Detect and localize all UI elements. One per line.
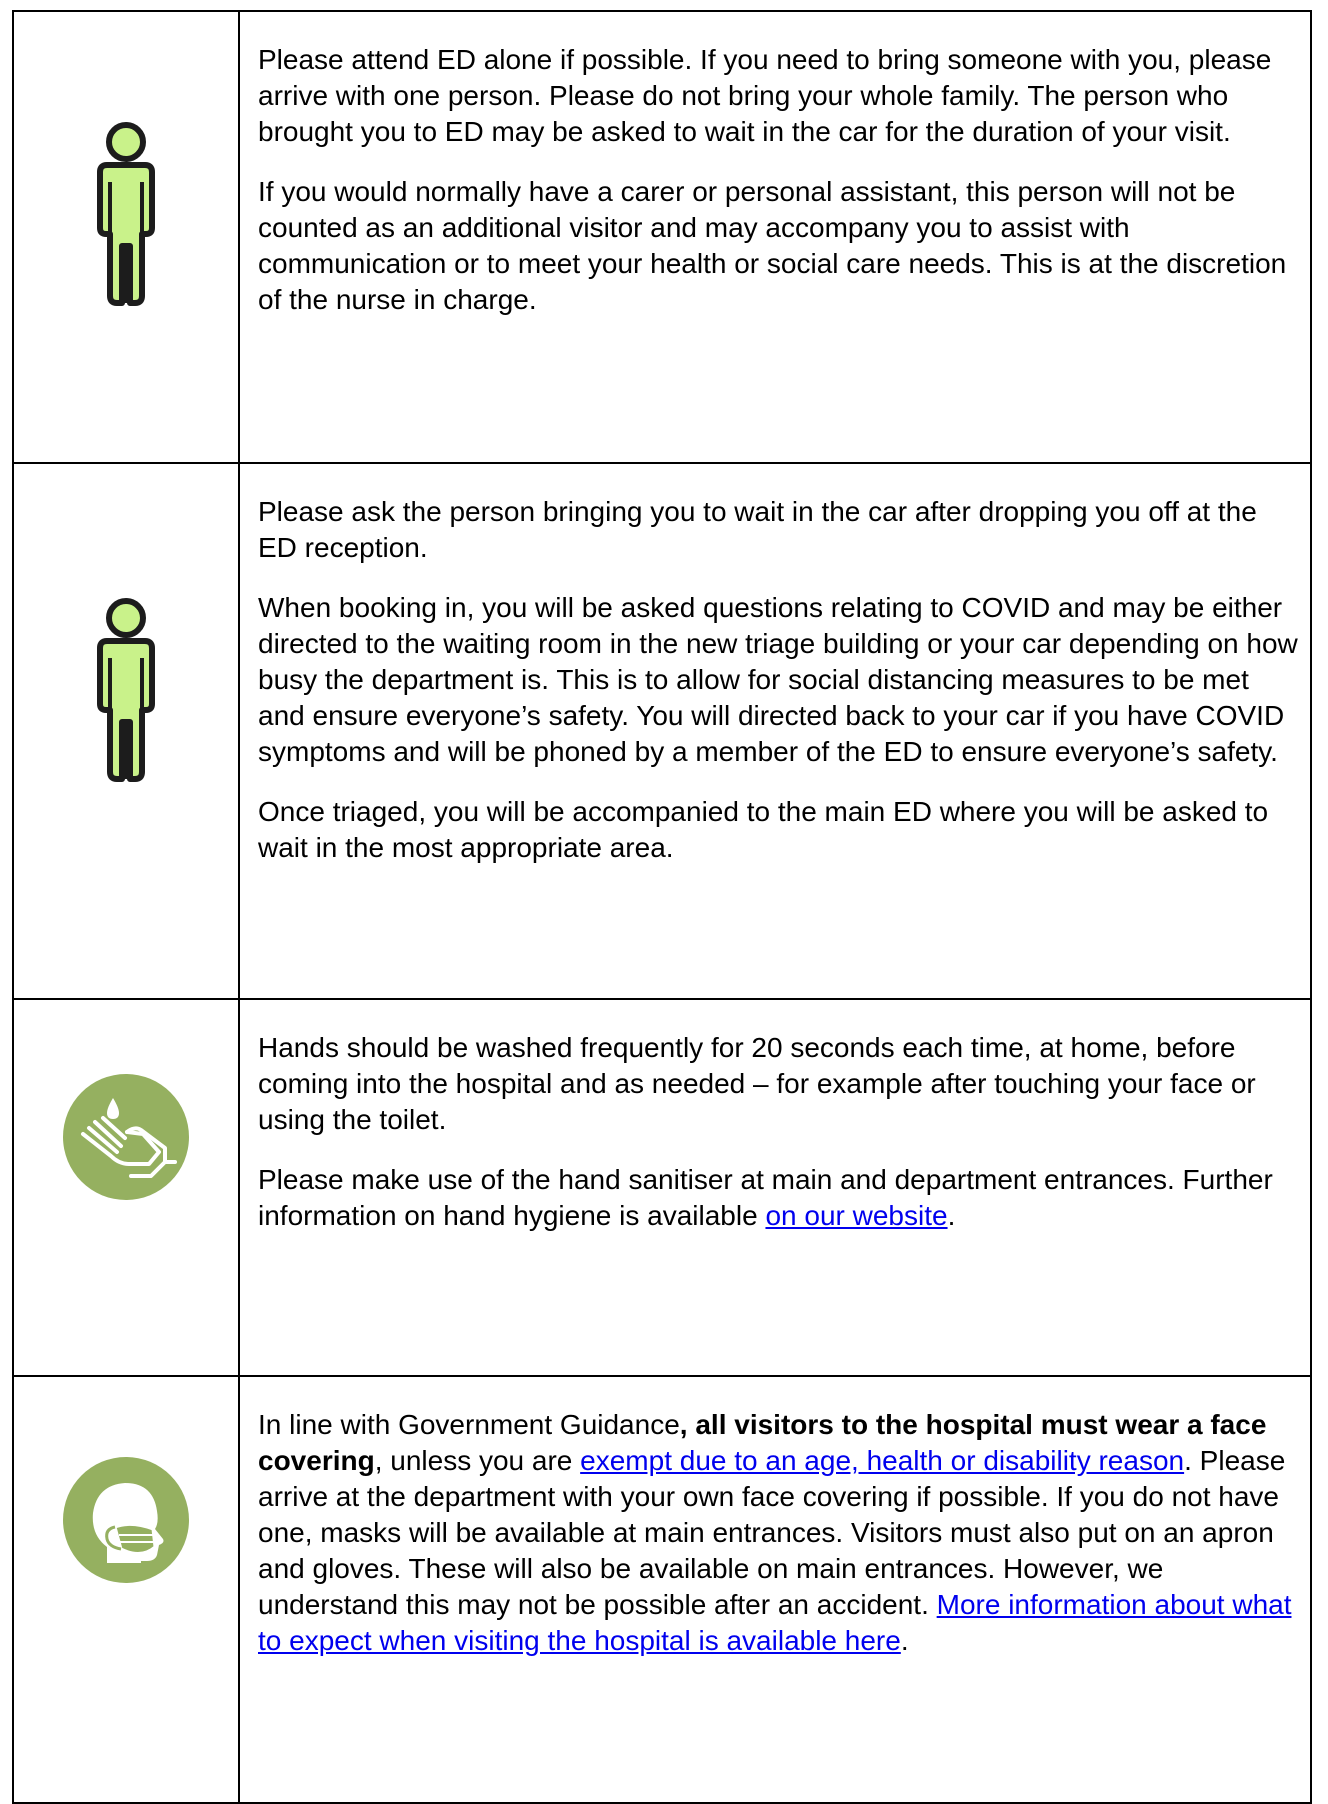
person-icon: [86, 596, 166, 786]
paragraph-text: In line with Government Guidance: [258, 1409, 680, 1440]
website-link[interactable]: on our website: [765, 1200, 948, 1231]
person-icon: [86, 120, 166, 310]
paragraph-text: Please make use of the hand sanitiser at main and department entrances. Further information on hand hygiene is available: [258, 1164, 1273, 1231]
paragraph: Please attend ED alone if possible. If you need to bring someone with you, please arrive with one person. Please do not bring your whole family. The person who brought you to ED may be asked to wait in the car for the duration of your visit.: [258, 44, 1272, 147]
paragraph: Once triaged, you will be accompanied to the main ED where you will be asked to wait in the most appropriate area.: [258, 796, 1269, 863]
icon-cell: [13, 1376, 239, 1803]
icon-cell: [13, 999, 239, 1376]
icon-cell: [13, 463, 239, 999]
paragraph: If you would normally have a carer or personal assistant, this person will not be counted as an additional visitor and may accompany you to assist with communication or to meet your health or social care needs. This is at the discretion of the nurse in charge.: [258, 176, 1287, 315]
paragraph-text: .: [947, 1200, 956, 1231]
guidance-row: [13, 1376, 1311, 1803]
guidance-row: [13, 11, 1311, 463]
paragraph-text: .: [900, 1625, 909, 1656]
paragraph: [258, 1407, 1300, 1659]
paragraph-text: , unless you are: [374, 1445, 581, 1476]
icon-cell: [13, 11, 239, 463]
hand-washing-icon: [61, 1072, 191, 1202]
text-cell: [239, 463, 1311, 999]
text-cell: [239, 11, 1311, 463]
paragraph-text: . Please arrive at the department with your own face covering if possible. If you do not have one, masks will be available at main entrances. Visitors must also put on an apron and gloves. These will also be available on main entrances. However, we understand this may not be possible after an accident.: [258, 1445, 1286, 1620]
exemption-link[interactable]: exempt due to an age, health or disability reason: [580, 1445, 1185, 1476]
guidance-row: [13, 463, 1311, 999]
paragraph: [258, 1162, 1300, 1234]
face-mask-icon: [61, 1455, 191, 1585]
guidance-table: [12, 10, 1312, 1804]
bold-text: , all visitors to the hospital must wear a face covering: [258, 1409, 1267, 1476]
paragraph: Please ask the person bringing you to wait in the car after dropping you off at the ED reception.: [258, 496, 1257, 563]
text-cell: [239, 1376, 1311, 1803]
visiting-info-link[interactable]: More information about what to expect when visiting the hospital is available here: [258, 1589, 1292, 1656]
guidance-row: [13, 999, 1311, 1376]
paragraph: Hands should be washed frequently for 20 seconds each time, at home, before coming into the hospital and as needed – for example after touching your face or using the toilet.: [258, 1032, 1256, 1135]
paragraph: When booking in, you will be asked questions relating to COVID and may be either directed to the waiting room in the new triage building or your car depending on how busy the department is. This is to allow for social distancing measures to be met and ensure everyone’s safety. You will directed back to your car if you have COVID symptoms and will be phoned by a member of the ED to ensure everyone’s safety.: [258, 592, 1298, 767]
text-cell: [239, 999, 1311, 1376]
